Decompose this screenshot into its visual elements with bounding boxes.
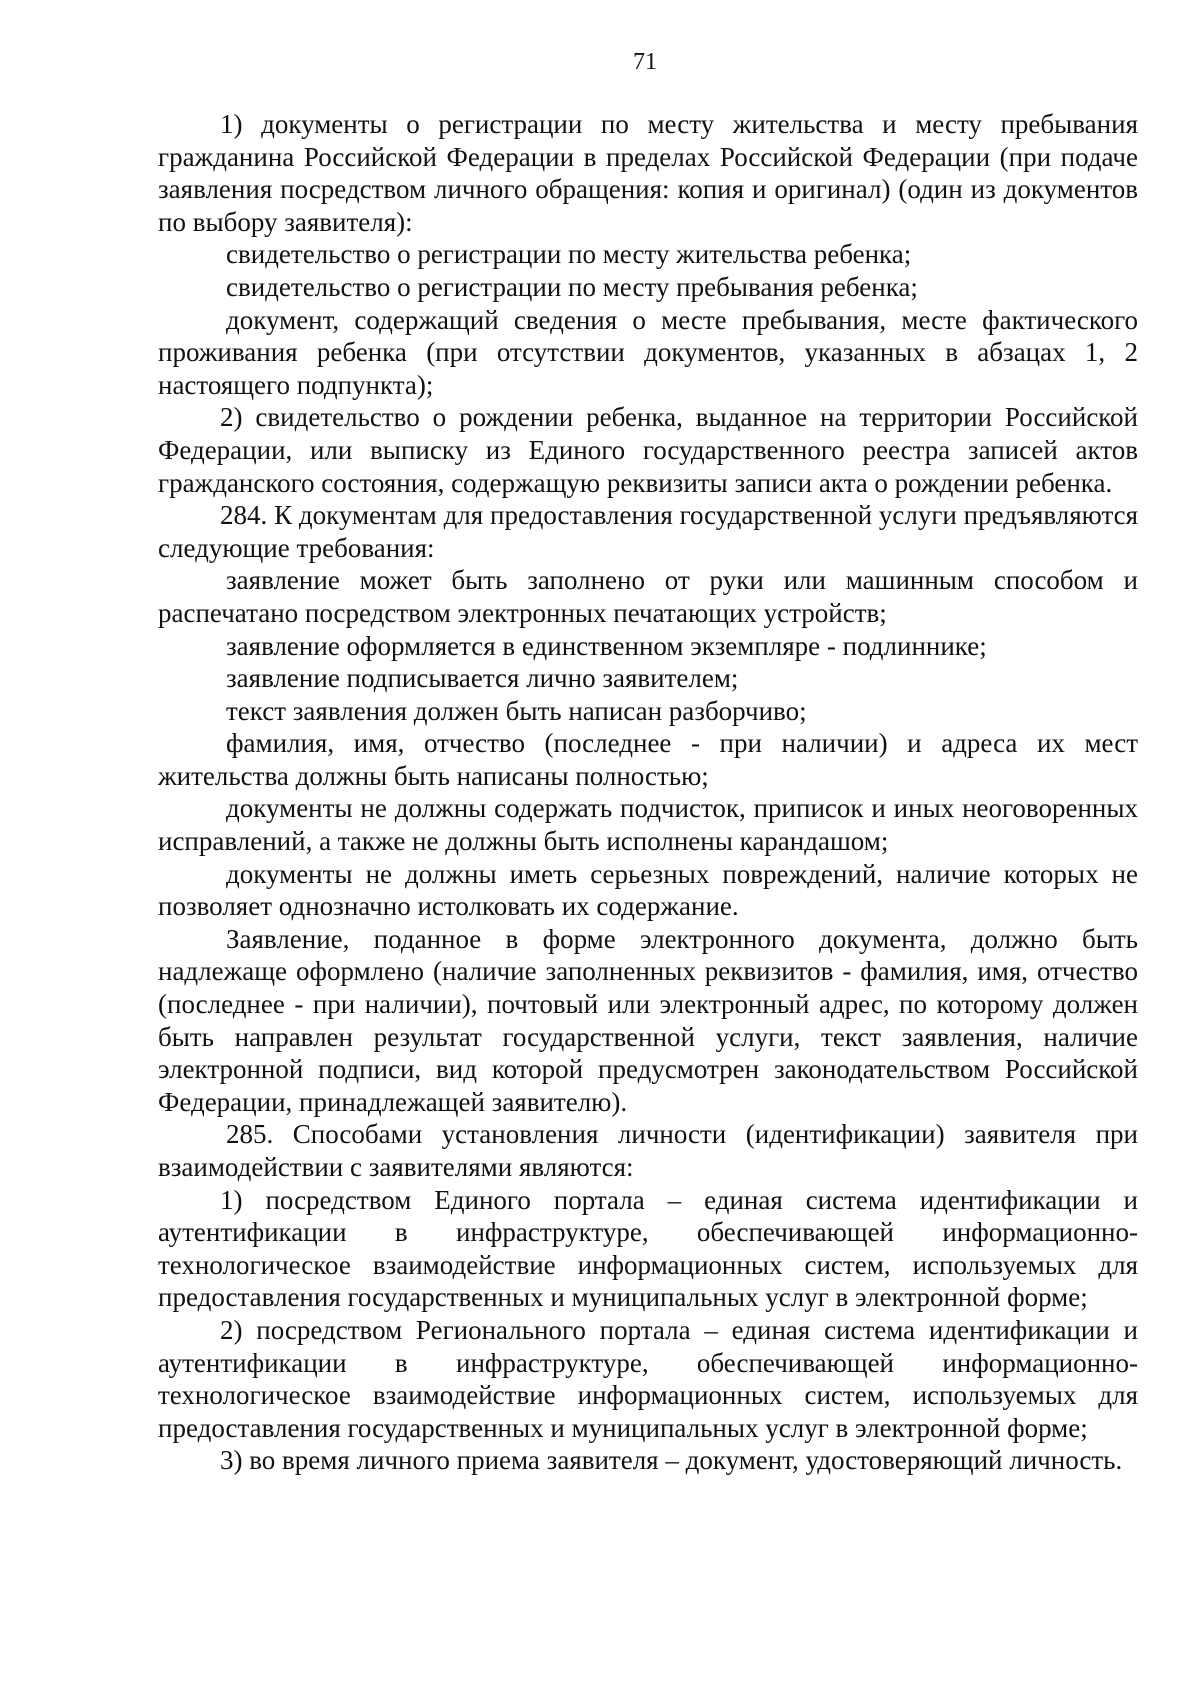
paragraph-9: заявление подписывается лично заявителем; xyxy=(226,663,739,694)
document-body xyxy=(158,108,1138,1477)
paragraph-3: свидетельство о регистрации по месту пребывания ребенка; xyxy=(226,271,918,302)
paragraph-1: 1) документы о регистрации по месту жительства и месту пребывания гражданина Российской Федерации в пределах Российской Федерации (при подаче заявления посредством личного обращения: копия и оригинал) (один из документов по выбору заявителя): xyxy=(158,109,1138,237)
paragraph-12: документы не должны содержать подчисток, приписок и иных неоговоренных исправлений, а также не должны быть исполнены карандашом; xyxy=(158,793,1138,857)
page-number: 71 xyxy=(633,49,657,75)
paragraph-16: 1) посредством Единого портала – единая система идентификации и аутентификации в инфраструктуре, обеспечивающей информационно-технологическое взаимодействие информационных систем, используемых для предоставления государственных и муниципальных услуг в электронной форме; xyxy=(158,1184,1138,1313)
paragraph-5: 2) свидетельство о рождении ребенка, выданное на территории Российской Федерации, или выписку из Единого государственного реестра записей актов гражданского состояния, содержащую реквизиты записи акта о рождении ребенка. xyxy=(158,402,1138,498)
paragraph-7: заявление может быть заполнено от руки или машинным способом и распечатано посредством электронных печатающих устройств; xyxy=(158,565,1138,628)
paragraph-4: документ, содержащий сведения о месте пребывания, месте фактического проживания ребенка (при отсутствии документов, указанных в абзацах 1, 2 настоящего подпункта); xyxy=(158,304,1138,400)
paragraph-11: фамилия, имя, отчество (последнее - при наличии) и адреса их мест жительства должны быть написаны полностью; xyxy=(158,728,1138,791)
paragraph-2: свидетельство о регистрации по месту жительства ребенка; xyxy=(226,239,912,270)
paragraph-6: 284. К документам для предоставления государственной услуги предъявляются следующие требования: xyxy=(158,500,1138,563)
paragraph-18: 3) во время личного приема заявителя – документ, удостоверяющий личность. xyxy=(220,1445,1123,1476)
paragraph-13: документы не должны иметь серьезных повреждений, наличие которых не позволяет однозначно истолковать их содержание. xyxy=(158,858,1138,922)
paragraph-10: текст заявления должен быть написан разборчиво; xyxy=(226,695,807,726)
paragraph-15: 285. Способами установления личности (идентификации) заявителя при взаимодействии с заявителями являются: xyxy=(158,1119,1138,1182)
paragraph-14: Заявление, поданное в форме электронного документа, должно быть надлежаще оформлено (наличие заполненных реквизитов - фамилия, имя, отчество (последнее - при наличии), почтовый или электронный адрес, по которому должен быть направлен результат государственной услуги, текст заявления, наличие электронной подписи, вид которой предусмотрен законодательством Российской Федерации, принадлежащей заявителю). xyxy=(158,923,1138,1117)
paragraph-17: 2) посредством Регионального портала – единая система идентификации и аутентификации в инфраструктуре, обеспечивающей информационно-технологическое взаимодействие информационных систем, используемых для предоставления государственных и муниципальных услуг в электронной форме; xyxy=(158,1314,1138,1443)
paragraph-8: заявление оформляется в единственном экземпляре - подлиннике; xyxy=(226,630,987,661)
